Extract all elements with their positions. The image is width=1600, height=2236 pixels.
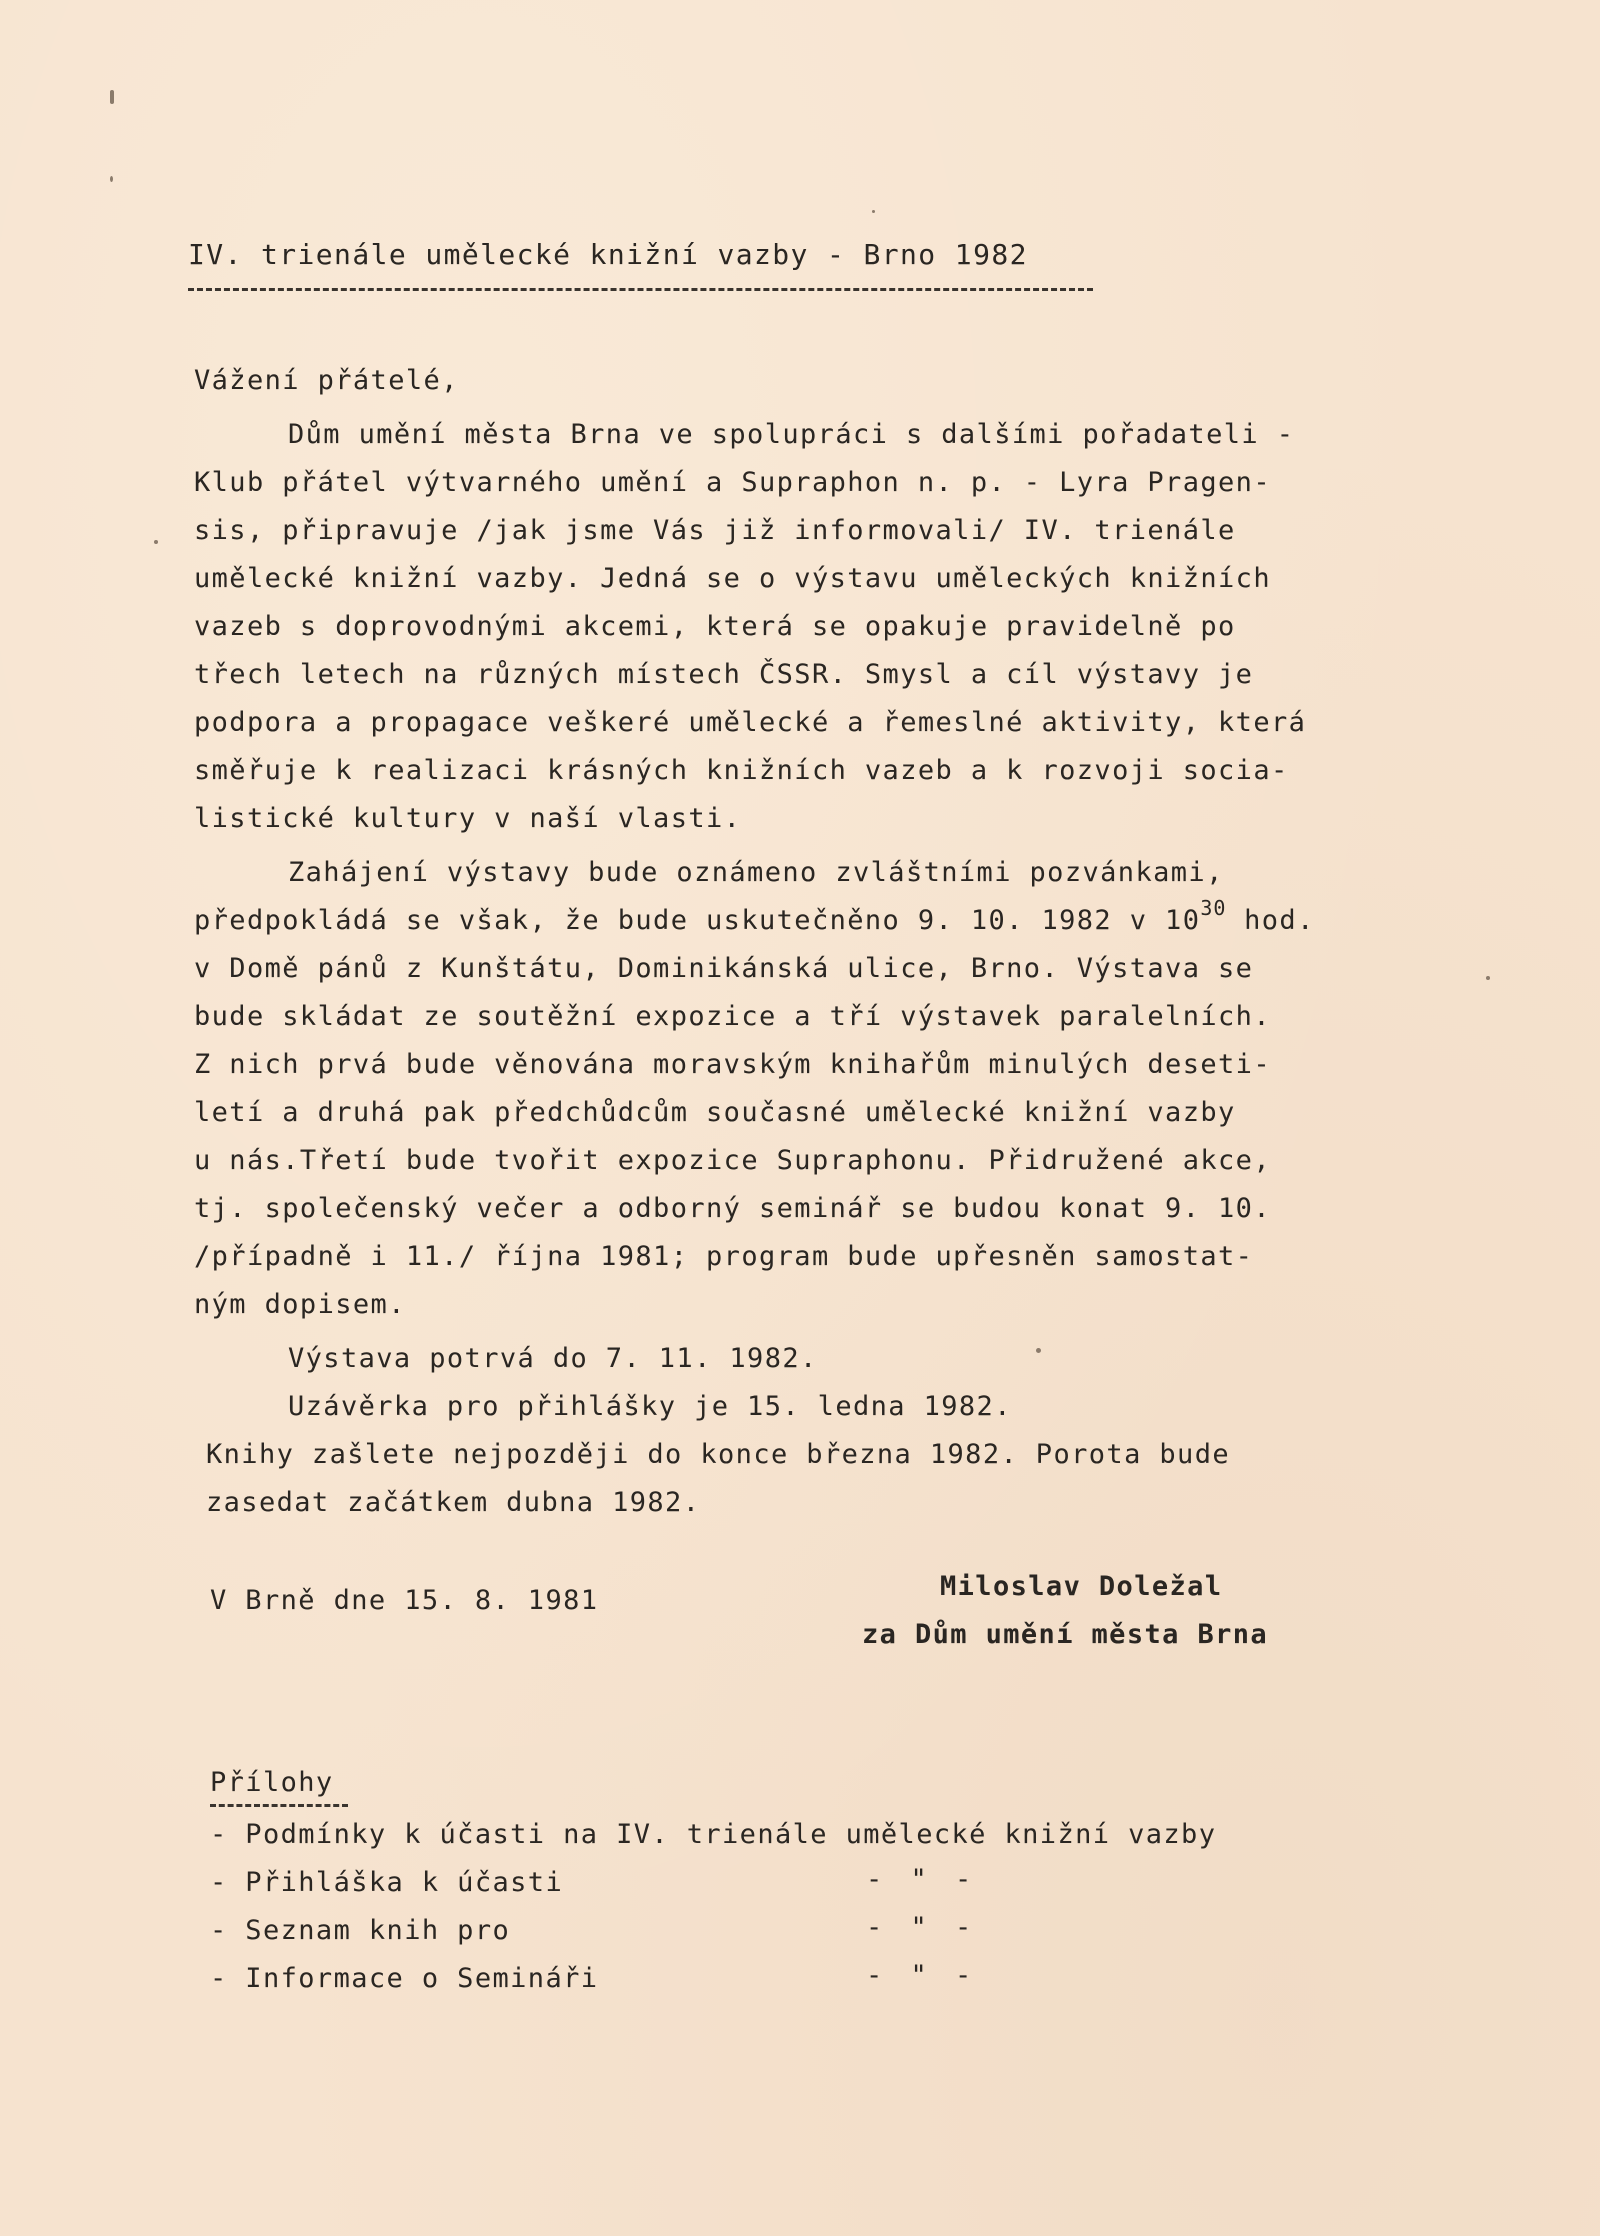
ditto-mark: - " - xyxy=(866,1912,978,1943)
paragraph1-line: podpora a propagace veškeré umělecké a řemeslné aktivity, která xyxy=(194,707,1307,738)
paragraph2-line: v Domě pánů z Kunštátu, Dominikánská ulice, Brno. Výstava se xyxy=(194,953,1254,984)
paragraph1-line: Klub přátel výtvarného umění a Supraphon n. p. - Lyra Pragen- xyxy=(194,467,1271,498)
attachment-item: - Přihláška k účasti xyxy=(210,1867,564,1898)
place-date: V Brně dne 15. 8. 1981 xyxy=(210,1585,599,1616)
paragraph2-line: ným dopisem. xyxy=(194,1289,406,1320)
paragraph2-line xyxy=(194,896,1315,939)
application-deadline: Uzávěrka pro přihlášky je 15. ledna 1982. xyxy=(288,1391,1012,1422)
paragraph2-line: /případně i 11./ října 1981; program bude upřesněn samostat- xyxy=(194,1241,1254,1272)
attachment-item: - Podmínky k účasti na IV. trienále umělecké knižní vazby xyxy=(210,1819,1217,1850)
paper-speck xyxy=(154,540,158,544)
attachment-item: - Seznam knih pro xyxy=(210,1915,511,1946)
paragraph1-line: sis, připravuje /jak jsme Vás již informovali/ IV. trienále xyxy=(194,515,1236,546)
ditto-mark: - " - xyxy=(866,1960,978,1991)
time-superscript: 30 xyxy=(1200,896,1227,920)
paragraph2-line: Zahájení výstavy bude oznámeno zvláštními pozvánkami, xyxy=(288,857,1224,888)
paragraph1-line: třech letech na různých místech ČSSR. Smysl a cíl výstavy je xyxy=(194,659,1254,690)
paragraph2-line: u nás.Třetí bude tvořit expozice Supraphonu. Přidružené akce, xyxy=(194,1145,1271,1176)
paragraph1-line: směřuje k realizaci krásných knižních vazeb a k rozvoji socia- xyxy=(194,755,1289,786)
salutation: Vážení přátelé, xyxy=(194,365,459,396)
books-line: zasedat začátkem dubna 1982. xyxy=(206,1487,701,1518)
paragraph2-line: letí a druhá pak předchůdcům současné umělecké knižní vazby xyxy=(194,1097,1236,1128)
paragraph1-line: umělecké knižní vazby. Jedná se o výstavu uměleckých knižních xyxy=(194,563,1271,594)
ditto-mark: - " - xyxy=(866,1864,978,1895)
paragraph2-text: předpokládá se však, že bude uskutečněno 9. 10. 1982 v 10 xyxy=(194,905,1201,936)
paragraph2-line: tj. společenský večer a odborný seminář se budou konat 9. 10. xyxy=(194,1193,1271,1224)
title-underline xyxy=(188,288,1093,291)
books-line: Knihy zašlete nejpozději do konce března 1982. Porota bude xyxy=(206,1439,1231,1470)
attachments-underline xyxy=(210,1804,348,1807)
signatory-name: Miloslav Doležal xyxy=(940,1571,1223,1602)
document-title: IV. trienále umělecké knižní vazby - Brno 1982 xyxy=(188,238,1028,271)
attachments-header: Přílohy xyxy=(210,1767,334,1798)
paragraph1-line: listické kultury v naší vlasti. xyxy=(194,803,742,834)
paragraph2-line: bude skládat ze soutěžní expozice a tří výstavek paralelních. xyxy=(194,1001,1271,1032)
paper-speck xyxy=(110,176,113,182)
signatory-role: za Dům umění města Brna xyxy=(862,1619,1269,1650)
exhibition-duration: Výstava potrvá do 7. 11. 1982. xyxy=(288,1343,818,1374)
paragraph2-text: hod. xyxy=(1226,905,1315,936)
paper-speck xyxy=(1486,976,1490,980)
paragraph1-line: Dům umění města Brna ve spolupráci s dalšími pořadateli - xyxy=(288,419,1295,450)
paper-speck xyxy=(1036,1348,1041,1353)
paragraph1-line: vazeb s doprovodnými akcemi, která se opakuje pravidelně po xyxy=(194,611,1236,642)
paper-speck xyxy=(872,210,875,213)
paper-speck xyxy=(110,90,114,104)
paragraph2-line: Z nich prvá bude věnována moravským knihařům minulých deseti- xyxy=(194,1049,1271,1080)
attachment-item: - Informace o Semináři xyxy=(210,1963,599,1994)
